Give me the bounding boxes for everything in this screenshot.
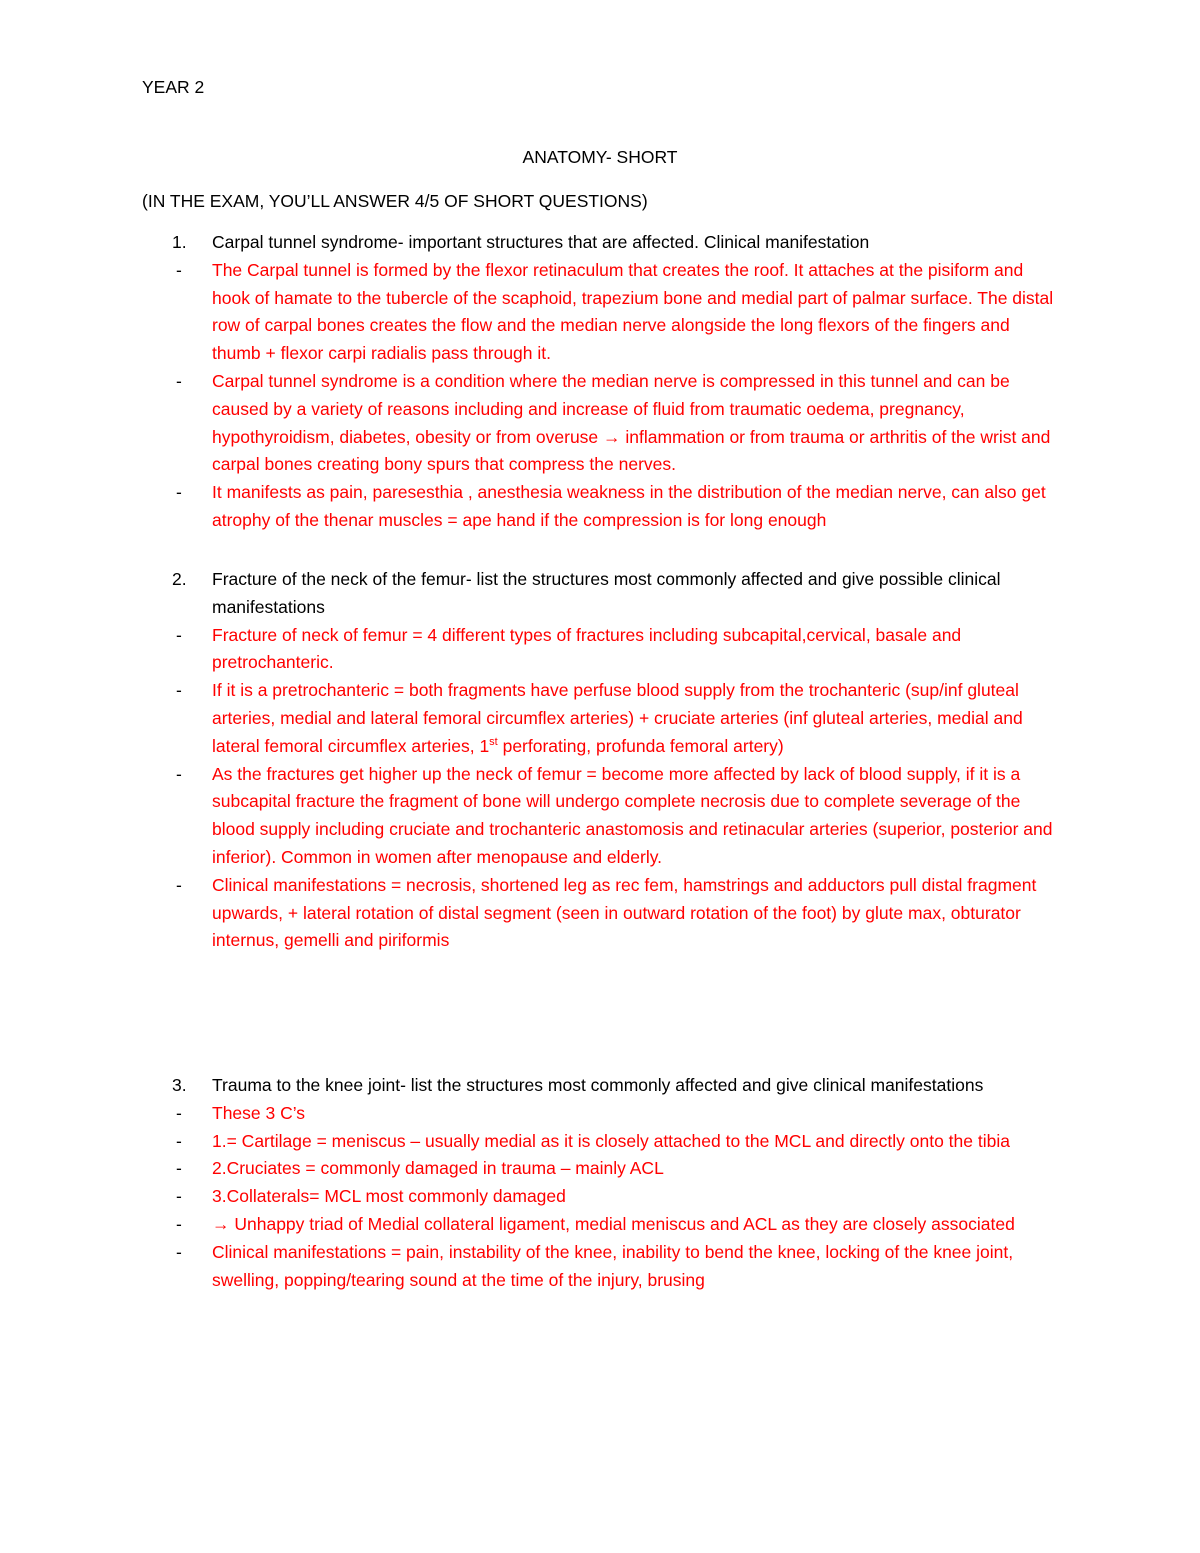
bullet-text: It manifests as pain, paresesthia , anesthesia weakness in the distribution of the median nerve, can also get atrophy of the thenar muscles = ape hand if the compression is for long enough (212, 482, 1046, 530)
bullet-text-part: perforating, profunda femoral artery) (497, 735, 784, 756)
bullet-text: → Unhappy triad of Medial collateral ligament, medial meniscus and ACL as they are closely associated (212, 1213, 1015, 1234)
question-header (142, 566, 1062, 622)
bullet-dash: - (176, 874, 182, 895)
question-text: Trauma to the knee joint- list the structures most commonly affected and give clinical manifestations (212, 1075, 984, 1095)
bullet-text: 2.Cruciates = commonly damaged in trauma – mainly ACL (212, 1158, 664, 1179)
bullet-dash: - (176, 482, 182, 503)
bullet-dash: - (176, 1102, 182, 1123)
question-1 (142, 229, 1062, 535)
bullet-dash: - (176, 1241, 182, 1262)
bullet-dash: - (176, 370, 182, 391)
exam-instructions: (IN THE EXAM, YOU’LL ANSWER 4/5 OF SHORT QUESTIONS) (142, 191, 648, 211)
bullet-text: The Carpal tunnel is formed by the flexor retinaculum that creates the roof. It attaches at the pisiform and hook of hamate to the tubercle of the scaphoid, trapezium bone and medial part of palmar surface. The distal row of carpal bones creates the flow and the median nerve alongside the long flexors of the fingers and thumb + flexor carpi radialis pass through it. (212, 259, 1054, 364)
answer-bullet (142, 622, 1062, 678)
page-title: ANATOMY- SHORT (522, 147, 678, 167)
question-3 (142, 1072, 1062, 1294)
question-text: Carpal tunnel syndrome- important structures that are affected. Clinical manifestation (212, 232, 870, 252)
bullet-dash: - (176, 1130, 182, 1151)
question-number: 3. (172, 1075, 187, 1095)
answer-bullet (142, 1211, 1062, 1239)
bullet-text-part: If it is a pretrochanteric = both fragments have perfuse blood supply from the trochanteric (sup/inf gluteal arteries, medial and lateral femoral circumflex arteries) + cruciate arteries (inf gluteal arteries, medial and lateral femoral circumflex arteries, 1 (212, 680, 1023, 756)
question-header (142, 229, 1062, 257)
question-text: Fracture of the neck of the femur- list the structures most commonly affected and give possible clinical manifestations (212, 569, 1001, 617)
answer-bullet (142, 368, 1062, 479)
question-header (142, 1072, 1062, 1100)
bullet-text: Fracture of neck of femur = 4 different types of fractures including subcapital,cervical, basale and pretrochanteric. (212, 624, 962, 673)
answer-bullet (142, 479, 1062, 535)
bullet-dash: - (176, 1158, 182, 1179)
answer-bullet (142, 257, 1062, 368)
bullet-dash: - (176, 259, 182, 280)
answer-bullet (142, 1155, 1062, 1183)
superscript: st (489, 735, 498, 748)
answer-bullet (142, 1239, 1062, 1295)
answer-bullet (142, 1100, 1062, 1128)
year-header: YEAR 2 (142, 77, 205, 97)
bullet-text: 3.Collaterals= MCL most commonly damaged (212, 1186, 566, 1207)
bullet-text: Clinical manifestations = necrosis, shortened leg as rec fem, hamstrings and adductors pull distal fragment upwards, + lateral rotation of distal segment (seen in outward rotation of the foot) by glute max, obturator internus, gemelli and piriformis (212, 874, 1037, 951)
answer-bullet (142, 1128, 1062, 1156)
answer-bullet (142, 1183, 1062, 1211)
bullet-dash: - (176, 1213, 182, 1234)
bullet-text: 1.= Cartilage = meniscus – usually medial as it is closely attached to the MCL and directly onto the tibia (212, 1130, 1010, 1151)
bullet-dash: - (176, 680, 182, 701)
bullet-dash: - (176, 763, 182, 784)
question-2 (142, 566, 1062, 955)
answer-bullet (142, 677, 1062, 760)
bullet-dash: - (176, 1186, 182, 1207)
question-number: 1. (172, 232, 187, 252)
answer-bullet (142, 872, 1062, 955)
bullet-text: Clinical manifestations = pain, instability of the knee, inability to bend the knee, locking of the knee joint, swelling, popping/tearing sound at the time of the injury, brusing (212, 1241, 1014, 1290)
bullet-text (212, 677, 1062, 760)
bullet-dash: - (176, 624, 182, 645)
bullet-text: These 3 C’s (212, 1102, 306, 1123)
bullet-text: Carpal tunnel syndrome is a condition where the median nerve is compressed in this tunnel and can be caused by a variety of reasons including and increase of fluid from traumatic oedema, pregnancy, hypothyroidism, diabetes, obesity or from overuse → inflammation or from trauma or arthritis of the wrist and carpal bones creating bony spurs that compress the nerves. (212, 370, 1051, 475)
bullet-text: As the fractures get higher up the neck of femur = become more affected by lack of blood supply, if it is a subcapital fracture the fragment of bone will undergo complete necrosis due to complete severage of the blood supply including cruciate and trochanteric anastomosis and retinacular arteries (superior, posterior and inferior). Common in women after menopause and elderly. (212, 763, 1053, 867)
answer-bullet (142, 761, 1062, 872)
question-number: 2. (172, 569, 187, 589)
